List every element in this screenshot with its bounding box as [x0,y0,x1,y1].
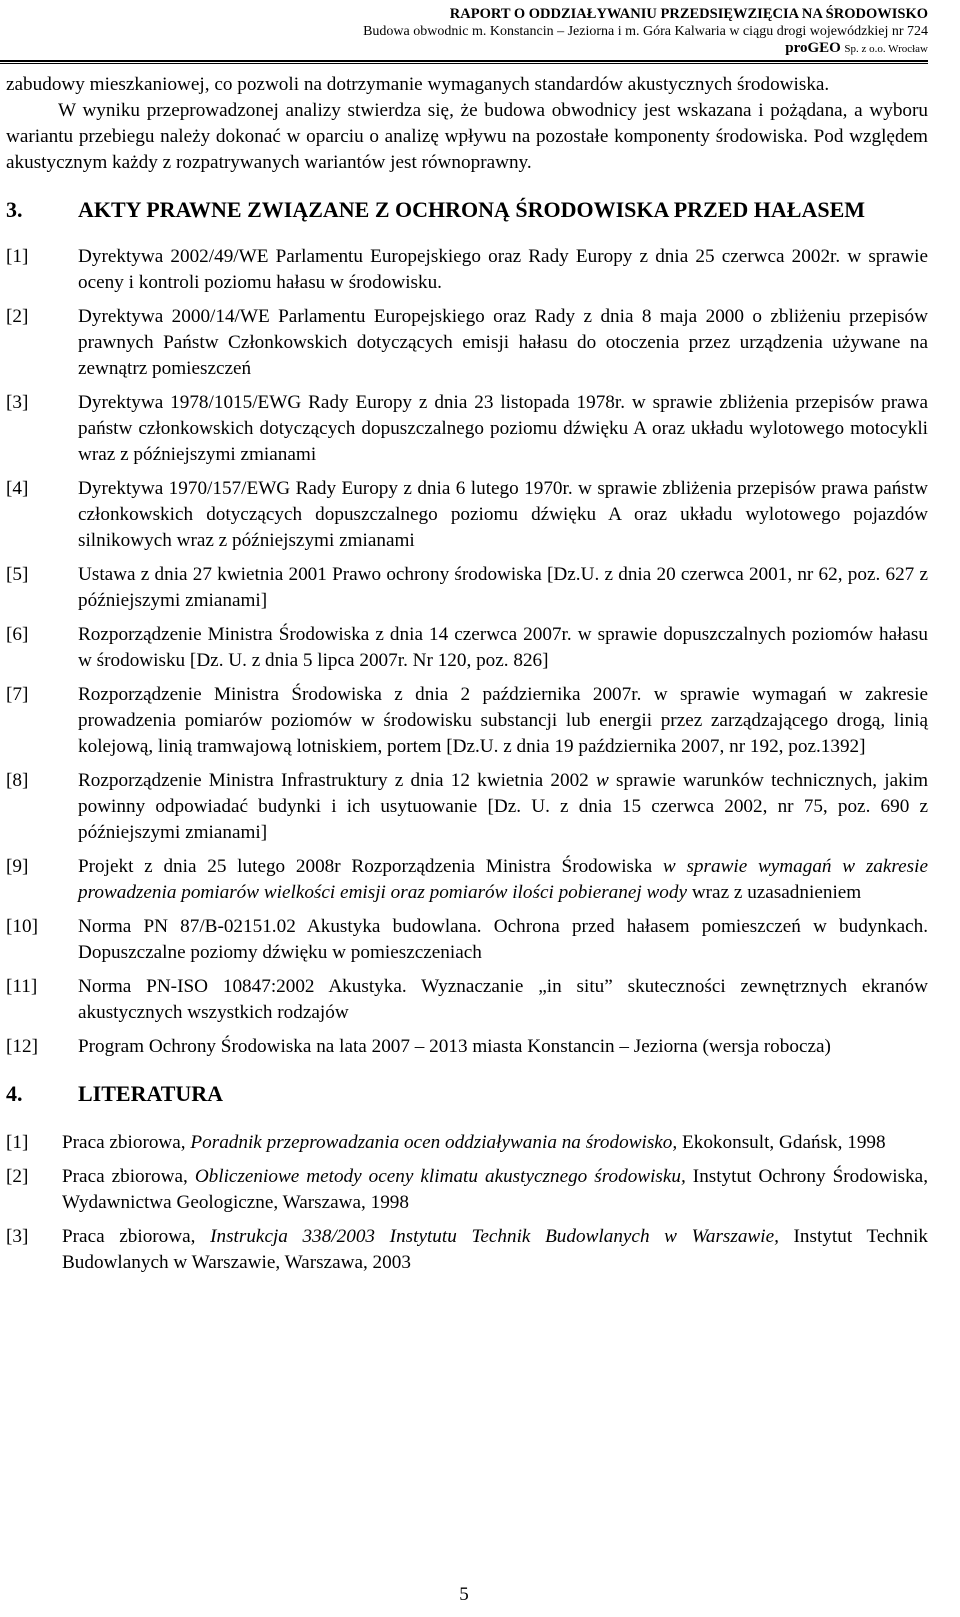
list-item [6,1130,928,1156]
ref-text: Norma PN 87/B-02151.02 Akustyka budowlana. Ochrona przed hałasem pomieszczeń w budynkach. Dopuszczalne poziomy dźwięku w pomieszczeniach [78,916,928,963]
ref-number: [6] [6,624,29,645]
list-item [6,562,928,614]
list-item [6,974,928,1026]
ref-text: Dyrektywa 1970/157/EWG Rady Europy z dnia 6 lutego 1970r. w sprawie zbliżenia przepisów prawa państw członkowskich dotyczących dopuszczalnego poziomu dźwięku A oraz układu wylotowego pojazdów silnikowych wraz z późniejszymi zmianami [78,478,928,551]
ref-text-part: Praca zbiorowa, [62,1166,195,1187]
page-number: 5 [459,1584,469,1605]
ref-text: Dyrektywa 2000/14/WE Parlamentu Europejskiego oraz Rady z dnia 8 maja 2000 o zbliżeniu przepisów prawnych Państw Członkowskich dotyczących emisji hałasu do otoczenia przez urządzenia używane na zewnątrz pomieszczeń [78,306,928,379]
company-suffix: Sp. z o.o. Wrocław [844,43,928,55]
ref-text-part: Rozporządzenie Ministra Infrastruktury z dnia 12 kwietnia 2002 [78,770,596,791]
ref-text-part: sprawie warunków technicznych, jakim powinny odpowiadać budynki i ich usytuowanie [Dz. U. z dnia 15 czerwca 2002, nr 75, poz. 690 z późniejszymi zmianami] [78,770,929,843]
section-number: 3. [6,197,23,222]
ref-text [78,768,928,846]
ref-number: [10] [6,916,38,937]
ref-text [62,1164,928,1216]
intro-paragraph-2: W wyniku przeprowadzonej analizy stwierdza się, że budowa obwodnicy jest wskazana i pożądana, a wyboru wariantu przebiegu należy dokonać w oparciu o analizę wpływu na pozostałe komponenty środowiska. Pod względem akustycznym każdy z rozpatrywanych wariantów jest równoprawny. [6,100,928,173]
list-item [6,1034,928,1060]
ref-number: [11] [6,976,38,997]
list-item [6,244,928,296]
header-rule-thin [0,63,928,64]
report-title: RAPORT O ODDZIAŁYWANIU PRZEDSIĘWZIĘCIA NA ŚRODOWISKO [449,6,928,22]
ref-text-part: Praca zbiorowa, [62,1226,211,1247]
project-title: Budowa obwodnic m. Konstancin – Jeziorna i m. Góra Kalwaria w ciągu drogi wojewódzkiej nr 724 [363,24,928,39]
ref-text: Dyrektywa 2002/49/WE Parlamentu Europejskiego oraz Rady Europy z dnia 25 czerwca 2002r. w sprawie oceny i kontroli poziomu hałasu w środowisku. [78,246,928,293]
ref-text [62,1224,928,1276]
list-item [6,622,928,674]
ref-text-italic: w [596,770,609,791]
ref-text-italic: Poradnik przeprowadzania ocen oddziaływania na środowisko, [190,1132,678,1153]
list-item [6,476,928,554]
legal-acts-list [6,244,928,1060]
section-title: LITERATURA [78,1081,224,1106]
ref-number: [5] [6,564,29,585]
section-4-heading [6,1080,928,1108]
ref-text: Program Ochrony Środowiska na lata 2007 – 2013 miasta Konstancin – Jeziorna (wersja robocza) [78,1036,831,1057]
ref-text: Norma PN-ISO 10847:2002 Akustyka. Wyznaczanie „in situ” skuteczności zewnętrznych ekranów akustycznych wszystkich rodzajów [78,976,928,1023]
page-header [230,6,928,58]
ref-number: [3] [6,392,29,413]
ref-text-part: Praca zbiorowa, [62,1132,191,1153]
ref-text-italic: Instrukcja 338/2003 Instytutu Technik Budowlanych w Warszawie, [210,1226,779,1247]
ref-number: [8] [6,770,29,791]
ref-text: Rozporządzenie Ministra Środowiska z dnia 14 czerwca 2007r. w sprawie dopuszczalnych poziomów hałasu w środowisku [Dz. U. z dnia 5 lipca 2007r. Nr 120, poz. 826] [78,624,928,671]
literature-list [6,1130,928,1276]
ref-text [78,854,928,906]
ref-text-part: Instytut Technik Budowlanych w Warszawie, Warszawa, 2003 [62,1226,928,1273]
page-content [6,72,928,1284]
company-logo-text: proGEO [785,40,841,56]
ref-text-part: Instytut Ochrony Środowiska, Wydawnictwa Geologiczne, Warszawa, 1998 [62,1166,928,1213]
list-item [6,682,928,760]
ref-number: [1] [6,246,29,267]
ref-number: [4] [6,478,29,499]
ref-text: Rozporządzenie Ministra Środowiska z dnia 2 października 2007r. w sprawie wymagań w zakresie prowadzenia pomiarów poziomów w środowisku substancji lub energii przez zarządzającego drogą, linią kolejową, linią tramwajową lotniskiem, portem [Dz.U. z dnia 19 października 2007, nr 192, poz.1392] [78,684,928,757]
ref-number: [1] [6,1132,29,1153]
list-item [6,768,928,846]
ref-number: [7] [6,684,29,705]
ref-text-part: wraz z uzasadnieniem [687,882,862,903]
ref-text [62,1130,928,1156]
ref-text: Dyrektywa 1978/1015/EWG Rady Europy z dnia 23 listopada 1978r. w sprawie zbliżenia przepisów prawa państw członkowskich dotyczących dopuszczalnego poziomu dźwięku A oraz układu wylotowego motocykli wraz z późniejszymi zmianami [78,392,928,465]
ref-number: [12] [6,1036,38,1057]
section-title: AKTY PRAWNE ZWIĄZANE Z OCHRONĄ ŚRODOWISKA PRZED HAŁASEM [78,197,866,222]
list-item [6,914,928,966]
ref-text-part: Ekokonsult, Gdańsk, 1998 [677,1132,886,1153]
list-item [6,1164,928,1216]
list-item [6,304,928,382]
header-rule [0,60,928,62]
list-item [6,1224,928,1276]
ref-text: Ustawa z dnia 27 kwietnia 2001 Prawo ochrony środowiska [Dz.U. z dnia 20 czerwca 2001, nr 62, poz. 627 z późniejszymi zmianami] [78,564,928,611]
ref-number: [2] [6,306,29,327]
ref-number: [9] [6,856,29,877]
ref-number: [2] [6,1166,29,1187]
ref-number: [3] [6,1226,29,1247]
company-name [230,40,928,58]
list-item [6,854,928,906]
intro-paragraph-1: zabudowy mieszkaniowej, co pozwoli na dotrzymanie wymaganych standardów akustycznych środowiska. [6,74,830,95]
ref-text-italic: w sprawie wymagań w zakresie prowadzenia pomiarów wielkości emisji oraz pomiarów ilości pobieranej wody [78,856,928,903]
ref-text-part: Projekt z dnia 25 lutego 2008r Rozporządzenia Ministra Środowiska [78,856,663,877]
section-3-heading [6,196,928,224]
section-number: 4. [6,1081,23,1106]
list-item [6,390,928,468]
ref-text-italic: Obliczeniowe metody oceny klimatu akustycznego środowisku, [194,1166,686,1187]
